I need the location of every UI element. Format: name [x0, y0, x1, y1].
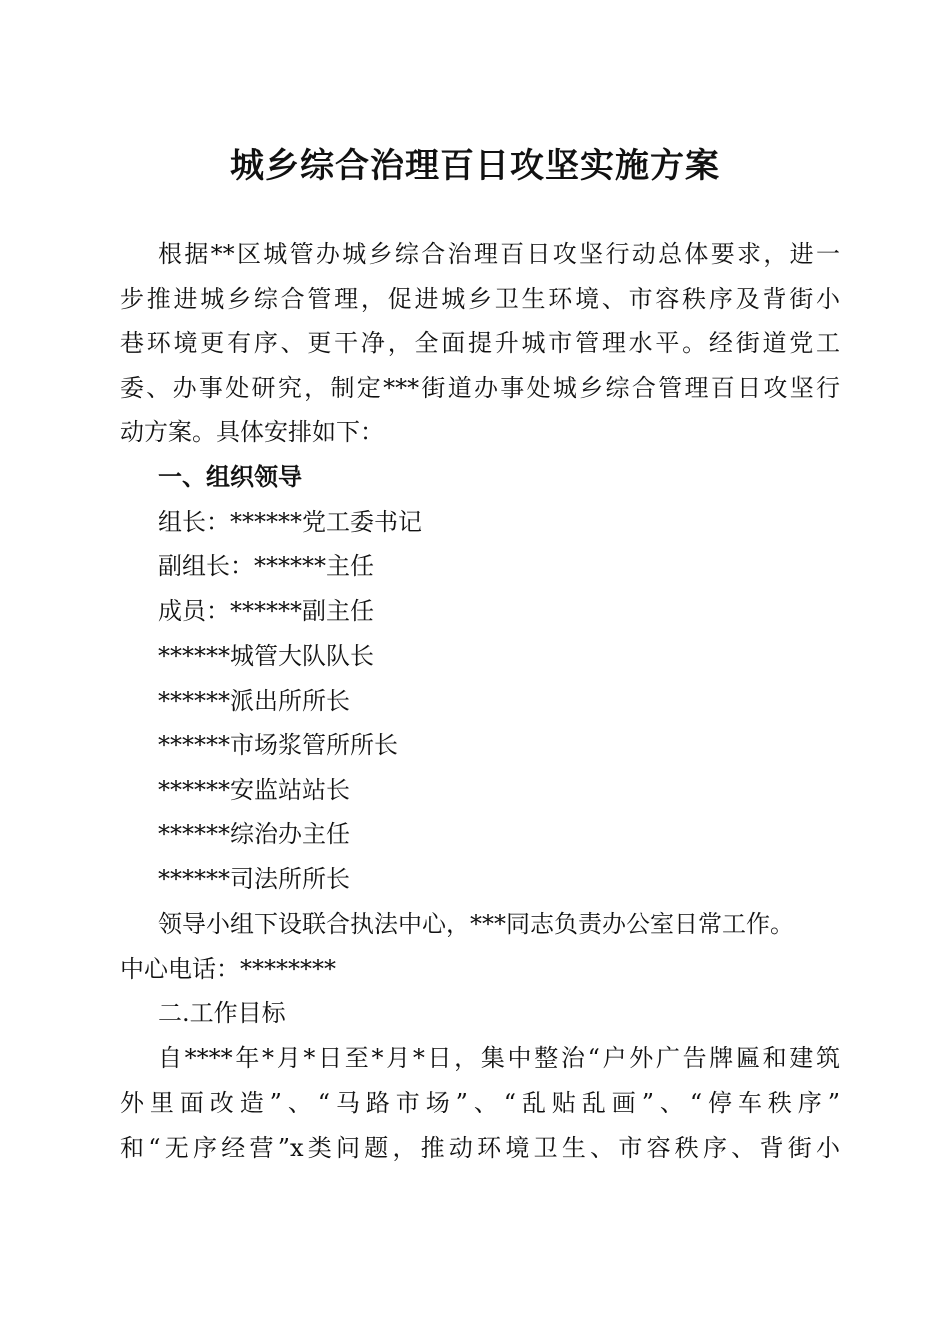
member-line: ******派出所所长: [158, 687, 350, 715]
member-line: ******市场浆管所所长: [158, 731, 398, 759]
section-heading-goals: 二.工作目标: [158, 999, 286, 1027]
intro-line-2: 步推进城乡综合管理，促进城乡卫生环境、市容秩序及背街小: [120, 285, 840, 313]
intro-line-4: 委、办事处研究，制定***街道办事处城乡综合管理百日攻坚行: [120, 374, 840, 402]
goal-line-1: 自****年*月*日至*月*日，集中整治“户外广告牌匾和建筑: [158, 1044, 840, 1072]
member-line: ******综治办主任: [158, 820, 350, 848]
section-heading-organization: 一、组织领导: [158, 463, 302, 491]
goal-line-3: 和“无序经营”x类问题，推动环境卫生、市容秩序、背街小: [120, 1134, 840, 1162]
member-line: 成员：******副主任: [158, 597, 374, 625]
member-line: ******司法所所长: [158, 865, 350, 893]
intro-line-1: 根据**区城管办城乡综合治理百日攻坚行动总体要求，进一: [158, 240, 840, 268]
member-line: 组长：******党工委书记: [158, 508, 422, 536]
intro-line-5: 动方案。具体安排如下：: [120, 418, 384, 446]
member-line: 副组长：******主任: [158, 552, 374, 580]
phone-line: 中心电话：********: [120, 955, 336, 983]
member-line: ******安监站站长: [158, 776, 350, 804]
office-note-line: 领导小组下设联合执法中心，***同志负责办公室日常工作。: [158, 910, 794, 938]
member-line: ******城管大队队长: [158, 642, 374, 670]
document-title: 城乡综合治理百日攻坚实施方案: [230, 146, 720, 186]
goal-line-2: 外里面改造”、“马路市场”、“乱贴乱画”、“停车秩序”: [120, 1089, 840, 1117]
intro-line-3: 巷环境更有序、更干净，全面提升城市管理水平。经街道党工: [120, 329, 840, 357]
